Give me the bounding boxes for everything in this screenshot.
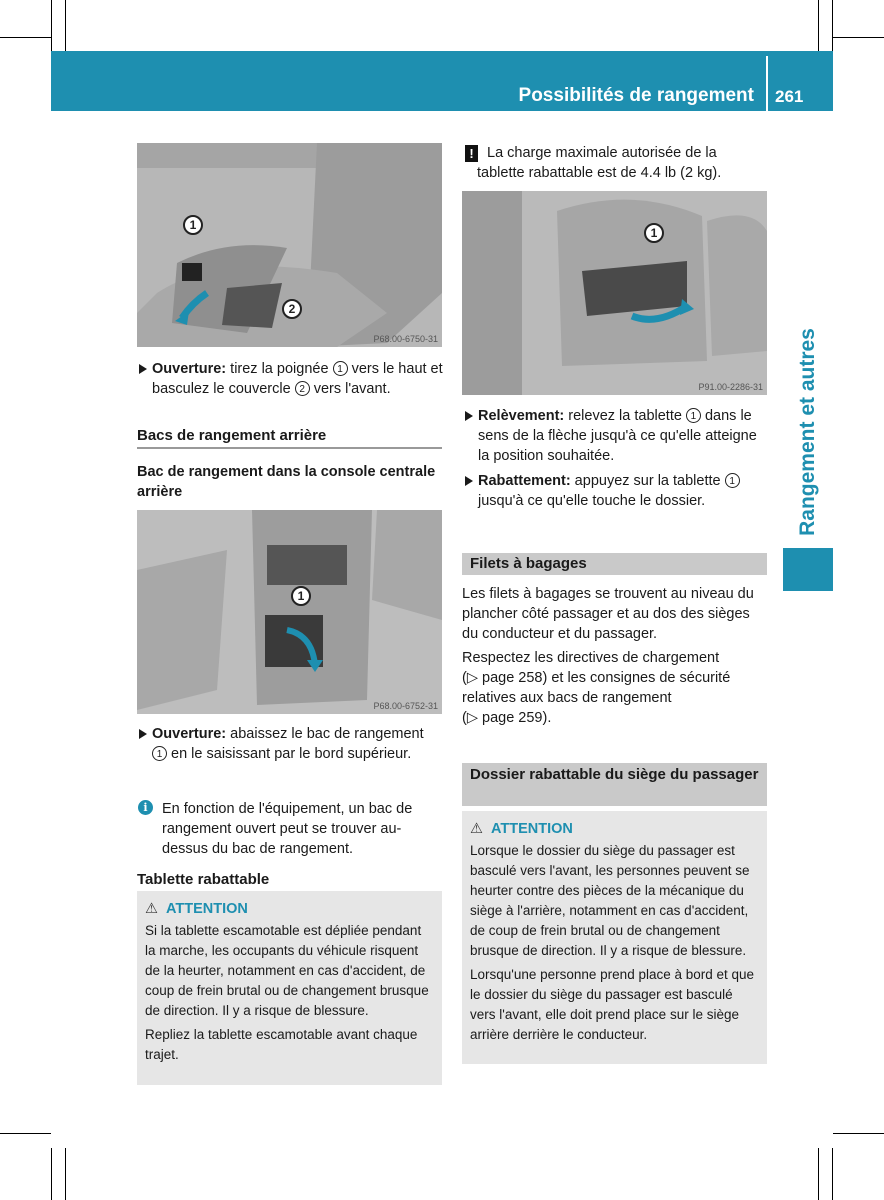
subheading-tablette: Tablette rabattable bbox=[137, 871, 270, 888]
seat-storage-photo bbox=[137, 143, 442, 347]
warning-title-text: ATTENTION bbox=[491, 821, 573, 837]
filets-paragraph-1: Les filets à bagages se trouvent au niveau du plancher côté passager et au dos des sièges du conducteur et du passager. bbox=[462, 586, 754, 642]
tray-illustration bbox=[462, 191, 767, 395]
section-heading-dossier-text: Dossier rabattable du siège du passager bbox=[470, 766, 759, 783]
crop-mark bbox=[818, 1148, 819, 1200]
subheading-console-text: Bac de rangement dans la console centrale arrière bbox=[137, 464, 436, 500]
warning-paragraph: Lorsque le dossier du siège du passager est basculé vers l'avant, les personnes peuvent se heurter contre des pièces de la mécanique du siège à l'arrière, notamment en cas d'accident, de coup de frein brutal ou de changement brusque de direction. Il y a risque de blessure. bbox=[470, 843, 750, 958]
section-heading-rear: Bacs de rangement arrière bbox=[137, 427, 327, 444]
warning-box-tablette bbox=[137, 891, 442, 1085]
instruction-label: Relèvement: bbox=[478, 408, 565, 424]
crop-mark bbox=[818, 0, 819, 51]
crop-mark bbox=[833, 37, 884, 38]
instruction-text: vers l'avant. bbox=[309, 381, 391, 397]
instruction-text: relevez la tablette bbox=[564, 408, 686, 424]
instruction-ouverture-1 bbox=[152, 359, 444, 399]
warning-title-text: ATTENTION bbox=[166, 901, 248, 917]
ref-number: 1 bbox=[333, 361, 348, 376]
filets-text bbox=[462, 584, 768, 728]
instruction-text: vers le haut et basculez le couvercle bbox=[152, 361, 443, 397]
side-tab-text: Rangement et autres bbox=[796, 328, 819, 536]
crop-mark bbox=[65, 1148, 66, 1200]
instruction-label: Ouverture: bbox=[152, 361, 227, 377]
page-title: Possibilités de rangement bbox=[518, 85, 754, 106]
instruction-text: en le saisissant par le bord supérieur. bbox=[167, 746, 412, 762]
warning-title bbox=[470, 819, 759, 839]
instruction-relevement bbox=[478, 406, 769, 466]
section-rule bbox=[137, 447, 442, 449]
exclamation-icon: ! bbox=[465, 145, 478, 162]
ref-number: 1 bbox=[686, 408, 701, 423]
crop-mark bbox=[832, 0, 833, 51]
crop-mark bbox=[832, 1148, 833, 1200]
warning-box-dossier bbox=[462, 811, 767, 1064]
crop-mark bbox=[51, 0, 52, 51]
callout-2: 2 bbox=[282, 299, 302, 319]
subheading-console bbox=[137, 462, 437, 502]
ref-number: 1 bbox=[152, 746, 167, 761]
warning-triangle-icon: ⚠ bbox=[145, 901, 158, 917]
ref-number: 1 bbox=[725, 473, 740, 488]
photo-code: P68.00-6750-31 bbox=[373, 334, 438, 344]
info-icon: i bbox=[138, 800, 153, 815]
filets-paragraph-2c: (▷ page 259). bbox=[462, 710, 552, 726]
bullet-arrow bbox=[465, 411, 473, 421]
crop-mark bbox=[0, 37, 51, 38]
console-storage-photo bbox=[137, 510, 442, 714]
page-number: 261 bbox=[775, 87, 804, 106]
section-heading-filets: Filets à bagages bbox=[462, 553, 767, 575]
callout-1: 1 bbox=[644, 223, 664, 243]
crop-mark bbox=[833, 1133, 884, 1134]
bullet-arrow bbox=[139, 729, 147, 739]
section-heading-dossier bbox=[462, 763, 767, 806]
warning-paragraph: Si la tablette escamotable est dépliée pendant la marche, les occupants du véhicule risquent de la heurter, notamment en cas d'accident, de coup de frein brutal ou de changement brusque de direction. Il y a risque de blessure. bbox=[145, 923, 429, 1018]
warning-paragraph: Repliez la tablette escamotable avant chaque trajet. bbox=[145, 1027, 418, 1062]
info-text: En fonction de l'équipement, un bac de rangement ouvert peut se trouver au-dessus du bac de rangement. bbox=[162, 801, 413, 857]
load-note-text: La charge maximale autorisée de la tablette rabattable est de 4.4 lb (2 kg). bbox=[477, 145, 722, 181]
photo-code: P91.00-2286-31 bbox=[698, 382, 763, 392]
tray-table-photo bbox=[462, 191, 767, 395]
crop-mark bbox=[65, 0, 66, 51]
filets-paragraph-2b: (▷ page 258) et les consignes de sécurité relatives aux bacs de rangement bbox=[462, 670, 731, 706]
instruction-ouverture-2 bbox=[152, 724, 442, 764]
bullet-arrow bbox=[139, 364, 147, 374]
instruction-text: appuyez sur la tablette bbox=[570, 473, 725, 489]
instruction-text: jusqu'à ce qu'elle touche le dossier. bbox=[478, 493, 706, 509]
callout-1: 1 bbox=[291, 586, 311, 606]
instruction-rabattement bbox=[478, 471, 769, 511]
warning-triangle-icon: ⚠ bbox=[470, 821, 483, 837]
load-note bbox=[477, 143, 767, 183]
crop-mark bbox=[51, 1148, 52, 1200]
console-illustration bbox=[137, 510, 442, 714]
instruction-label: Rabattement: bbox=[478, 473, 571, 489]
callout-1: 1 bbox=[183, 215, 203, 235]
warning-paragraph: Lorsqu'une personne prend place à bord et que le dossier du siège du passager est basculé vers l'avant, elle doit prend place sur le siège arrière derrière le conducteur. bbox=[470, 967, 755, 1042]
crop-mark bbox=[0, 1133, 51, 1134]
filets-paragraph-2a: Respectez les directives de chargement bbox=[462, 650, 720, 666]
header-separator bbox=[766, 56, 768, 111]
instruction-text: abaissez le bac de rangement bbox=[226, 726, 424, 742]
ref-number: 2 bbox=[295, 381, 310, 396]
photo-code: P68.00-6752-31 bbox=[373, 701, 438, 711]
warning-title bbox=[145, 899, 434, 919]
info-note bbox=[162, 799, 442, 859]
bullet-arrow bbox=[465, 476, 473, 486]
side-tab-block bbox=[783, 548, 833, 591]
instruction-text: dans le sens de la flèche jusqu'à ce qu'elle atteigne la position souhaitée. bbox=[478, 408, 757, 464]
instruction-label: Ouverture: bbox=[152, 726, 227, 742]
instruction-text: tirez la poignée bbox=[226, 361, 333, 377]
